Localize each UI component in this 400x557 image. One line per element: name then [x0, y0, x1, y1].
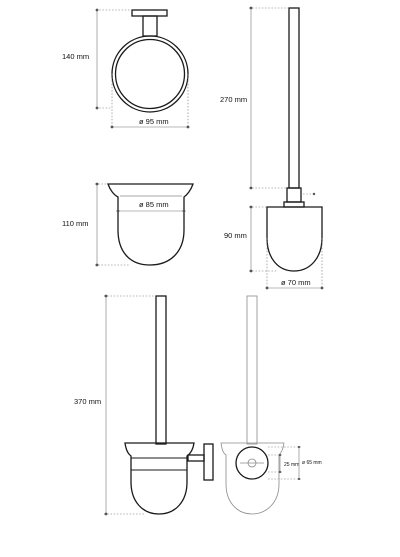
- assembly-side-view: [74, 295, 213, 516]
- cup-height-label: 110 mm: [62, 219, 89, 228]
- ring-wall-plate: [132, 10, 167, 16]
- ring-outer: [112, 36, 188, 112]
- flange-diameter-label: ø 65 mm: [302, 460, 322, 466]
- brush-handle-label: 270 mm: [220, 95, 248, 104]
- ring-inner: [116, 40, 185, 109]
- ring-height-label: 140 mm: [62, 52, 90, 61]
- brush-diameter-label: ø 70 mm: [281, 278, 311, 287]
- assembly-front-view: [221, 296, 322, 514]
- front-handle: [247, 296, 257, 444]
- ring-holder-view: [62, 9, 189, 129]
- assembly-handle: [156, 296, 166, 444]
- ring-diameter-label: ø 95 mm: [139, 117, 169, 126]
- brush-view: [220, 7, 323, 290]
- assembly-arm: [188, 455, 204, 461]
- assembly-wall-flange: [204, 444, 213, 480]
- flange-height-label: 25 mm: [284, 462, 300, 468]
- cup-diameter-label: ø 85 mm: [139, 200, 169, 209]
- assembly-cup: [125, 443, 194, 514]
- glass-cup-view: [62, 183, 193, 267]
- brush-handle: [289, 8, 299, 188]
- ring-mount-post: [143, 16, 157, 36]
- brush-head-label: 90 mm: [224, 231, 247, 240]
- assembly-height-label: 370 mm: [74, 397, 102, 406]
- brush-neck: [287, 188, 301, 202]
- brush-head: [267, 207, 322, 271]
